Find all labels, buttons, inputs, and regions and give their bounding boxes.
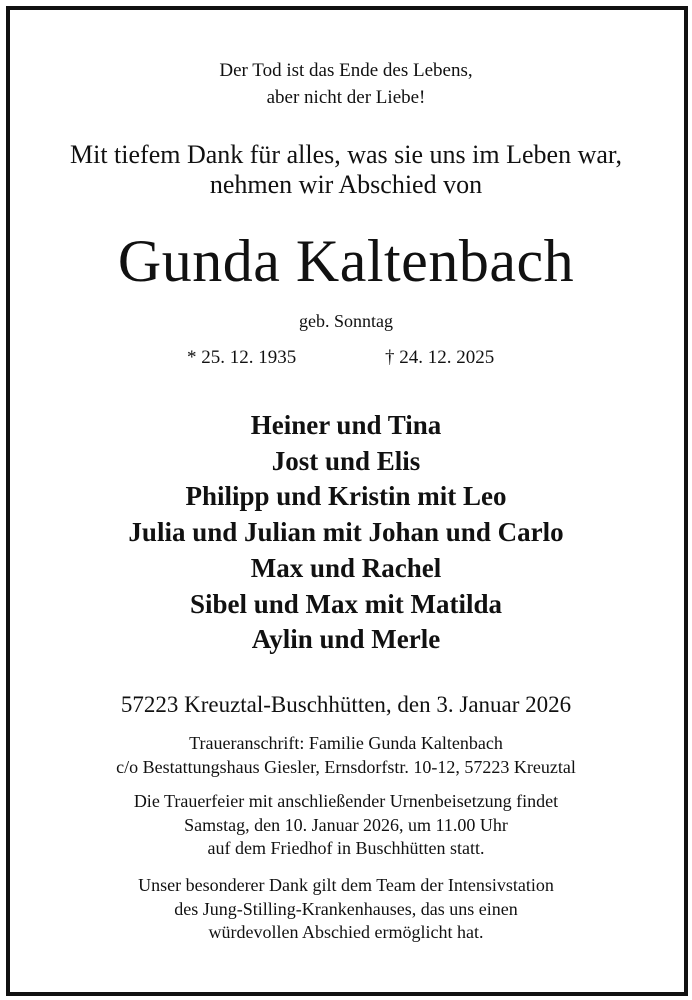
thanks-line: würdevollen Abschied ermöglicht hat. — [208, 922, 484, 942]
motto — [10, 57, 682, 111]
address-line: c/o Bestattungshaus Giesler, Ernsdorfstr. 10-12, 57223 Kreuztal — [116, 756, 576, 777]
mourner-line: Sibel und Max mit Matilda — [189, 588, 503, 619]
intro-line: Mit tiefem Dank für alles, was sie uns im Leben war, — [69, 140, 623, 169]
death-date: † 24. 12. 2025 — [385, 347, 495, 368]
mourner-line: Julia und Julian mit Johan und Carlo — [128, 517, 564, 548]
motto-line: Der Tod ist das Ende des Lebens, — [219, 60, 473, 81]
thanks-note — [10, 874, 682, 945]
intro-line: nehmen wir Abschied von — [209, 170, 483, 199]
mourning-address — [10, 732, 682, 779]
birth-date: * 25. 12. 1935 — [187, 347, 297, 368]
born-name: geb. Sonntag — [299, 311, 393, 331]
ceremony-info — [10, 790, 682, 861]
ceremony-line: Samstag, den 10. Januar 2026, um 11.00 Uhr — [184, 814, 508, 835]
mourner-line: Max und Rachel — [250, 552, 442, 583]
place-and-date: 57223 Kreuztal-Buschhütten, den 3. Januar 2026 — [120, 692, 572, 717]
mourners-list — [10, 408, 682, 658]
mourner-line: Heiner und Tina — [250, 410, 442, 440]
motto-line: aber nicht der Liebe! — [266, 87, 426, 108]
mourner-line: Philipp und Kristin mit Leo — [185, 481, 507, 512]
ceremony-line: auf dem Friedhof in Buschhütten statt. — [207, 838, 485, 858]
intro-text — [10, 140, 682, 200]
mourner-line: Aylin und Merle — [251, 624, 441, 655]
mourner-line: Jost und Elis — [271, 445, 421, 476]
ceremony-line: Die Trauerfeier mit anschließender Urnenbeisetzung findet — [133, 791, 559, 811]
life-dates — [10, 345, 682, 371]
thanks-line: Unser besonderer Dank gilt dem Team der Intensivstation — [138, 875, 554, 895]
thanks-line: des Jung-Stilling-Krankenhauses, das uns einen — [174, 898, 518, 919]
deceased-name: Gunda Kaltenbach — [117, 228, 575, 294]
address-line: Traueranschrift: Familie Gunda Kaltenbach — [189, 733, 503, 753]
